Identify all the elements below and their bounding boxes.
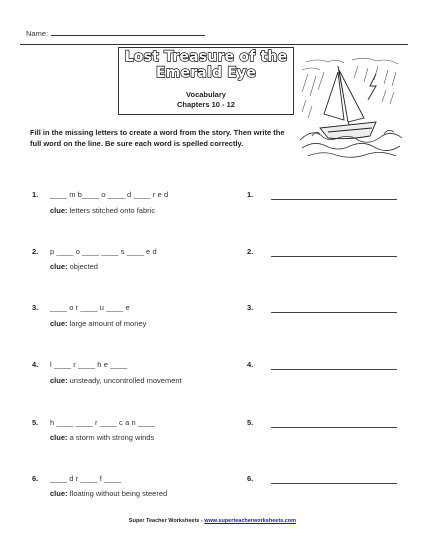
question-clue [50, 262, 98, 271]
question-pattern: ____ o r ____ u ____ e [50, 303, 130, 312]
answer-number: 6. [247, 474, 254, 483]
title-line-2: Emerald Eye [155, 65, 257, 81]
question-clue [50, 319, 146, 328]
name-input-line[interactable] [51, 29, 205, 36]
question-pattern: p ____ o ____ ____ s ____ e d [50, 247, 157, 256]
footer [0, 518, 425, 524]
sailboat-storm-icon [298, 56, 404, 160]
question-number: 6. [32, 474, 39, 483]
subtitle-vocabulary: Vocabulary [186, 90, 226, 99]
instructions-text: Fill in the missing letters to create a word from the story. Then write the full word on the line. Be sure each word is spelled correctly. [30, 128, 285, 148]
clue-text: large amount of money [69, 319, 147, 328]
clue-text: unsteady, uncontrolled movement [69, 376, 182, 385]
clue-label: clue: [50, 319, 68, 328]
footer-separator: - [200, 518, 203, 524]
answer-line[interactable] [271, 256, 397, 257]
question-number: 2. [32, 247, 39, 256]
footer-url-link[interactable]: www.superteacherworksheets.com [204, 518, 297, 524]
question-clue [50, 433, 154, 442]
answer-number: 4. [247, 360, 254, 369]
title-line-1: Lost Treasure of the [124, 49, 288, 65]
answer-line[interactable] [271, 199, 397, 200]
question-clue [50, 489, 167, 498]
question-number: 1. [32, 190, 39, 199]
question-clue [50, 206, 155, 215]
name-label: Name: [26, 29, 49, 38]
clue-label: clue: [50, 489, 68, 498]
name-field [26, 29, 205, 38]
header-divider [20, 44, 408, 45]
worksheet-title [118, 49, 294, 81]
clue-label: clue: [50, 206, 68, 215]
clue-text: floating without being steered [69, 489, 168, 498]
footer-brand: Super Teacher Worksheets [128, 518, 200, 524]
question-pattern: h ____ ____ r ____ c a n ____ [50, 418, 156, 427]
clue-text: objected [69, 262, 98, 271]
answer-number: 3. [247, 303, 254, 312]
clue-label: clue: [50, 262, 68, 271]
question-pattern: l ____ r ____ h e ____ [50, 360, 128, 369]
clue-text: letters stitched onto fabric [69, 206, 156, 215]
answer-number: 1. [247, 190, 254, 199]
question-number: 5. [32, 418, 39, 427]
question-number: 3. [32, 303, 39, 312]
subtitle-chapters: Chapters 10 - 12 [177, 100, 235, 109]
question-clue [50, 376, 182, 385]
question-pattern: ____ m b____ o ____ d ____ r e d [50, 190, 169, 199]
clue-label: clue: [50, 376, 68, 385]
question-number: 4. [32, 360, 39, 369]
clue-label: clue: [50, 433, 68, 442]
answer-line[interactable] [271, 483, 397, 484]
answer-line[interactable] [271, 312, 397, 313]
clue-text: a storm with strong winds [69, 433, 155, 442]
answer-line[interactable] [271, 427, 397, 428]
answer-number: 2. [247, 247, 254, 256]
answer-line[interactable] [271, 369, 397, 370]
question-pattern: ____ d r ____ f ____ [50, 474, 122, 483]
answer-number: 5. [247, 418, 254, 427]
